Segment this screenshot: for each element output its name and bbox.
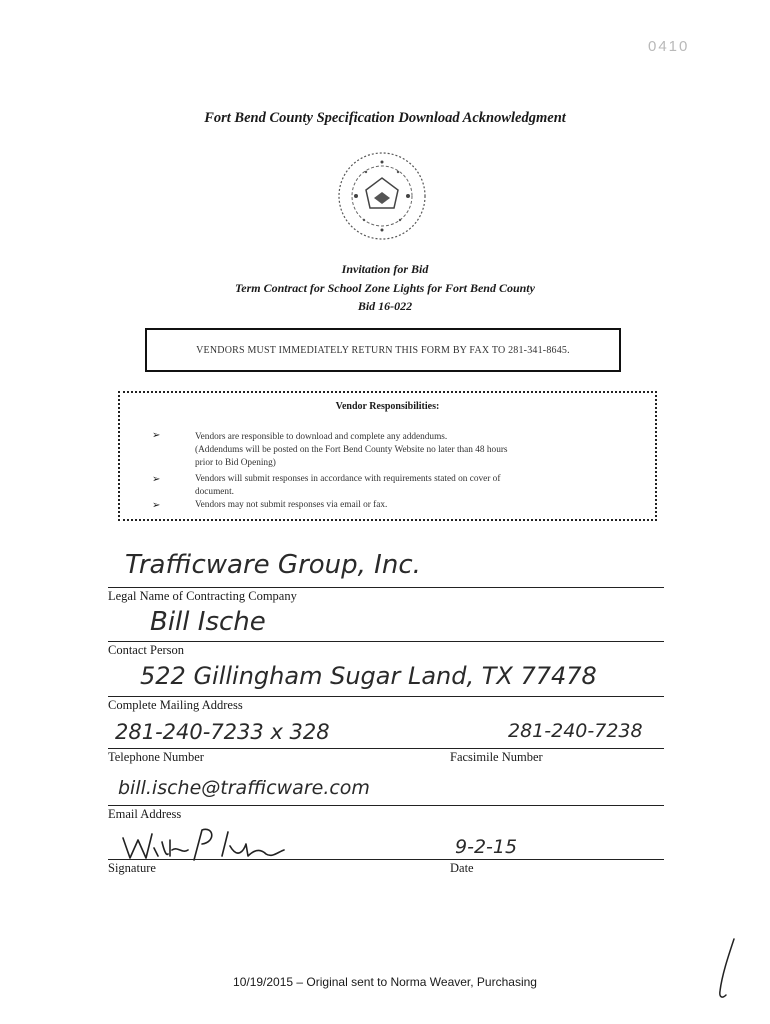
responsibility-line: document. bbox=[195, 487, 234, 497]
company-name-label: Legal Name of Contracting Company bbox=[108, 589, 297, 603]
mailing-address-label: Complete Mailing Address bbox=[108, 698, 243, 712]
responsibility-line: Vendors will submit responses in accordance with requirements stated on cover of bbox=[195, 474, 501, 484]
signature-line bbox=[108, 859, 664, 860]
telephone-label: Telephone Number bbox=[108, 750, 204, 764]
telephone-line bbox=[108, 748, 664, 749]
responsibility-line: Vendors are responsible to download and complete any addendums. bbox=[195, 432, 448, 442]
fax-label: Facsimile Number bbox=[450, 750, 543, 764]
page-number-stamp: 0410 bbox=[648, 38, 690, 55]
document-title: Fort Bend County Specification Download Acknowledgment bbox=[204, 110, 566, 126]
contact-person-line bbox=[108, 641, 664, 642]
company-name-value: Trafficware Group, Inc. bbox=[125, 550, 421, 580]
mailing-address-line bbox=[108, 696, 664, 697]
telephone-value: 281-240-7233 x 328 bbox=[115, 720, 330, 744]
email-label: Email Address bbox=[108, 807, 182, 821]
fax-value: 281-240-7238 bbox=[508, 720, 643, 742]
responsibility-line: (Addendums will be posted on the Fort Bend County Website no later than 48 hours bbox=[195, 445, 508, 455]
vendor-responsibilities-title: Vendor Responsibilities: bbox=[335, 401, 440, 412]
bullet-icon: ➢ bbox=[152, 430, 161, 441]
responsibility-line: Vendors may not submit responses via email or fax. bbox=[195, 500, 388, 510]
company-name-line bbox=[108, 587, 664, 588]
bullet-icon: ➢ bbox=[152, 474, 161, 485]
footer-note: 10/19/2015 – Original sent to Norma Weaver, Purchasing bbox=[233, 975, 537, 989]
invitation-line-3: Bid 16-022 bbox=[357, 299, 413, 313]
date-value: 9-2-15 bbox=[455, 836, 518, 858]
signature-label: Signature bbox=[108, 861, 156, 875]
invitation-line-1: Invitation for Bid bbox=[341, 262, 429, 276]
date-label: Date bbox=[450, 861, 474, 875]
invitation-line-2: Term Contract for School Zone Lights for Fort Bend County bbox=[235, 281, 535, 295]
responsibility-line: prior to Bid Opening) bbox=[195, 458, 276, 468]
fax-notice-text: VENDORS MUST IMMEDIATELY RETURN THIS FORM BY FAX TO 281-341-8645. bbox=[196, 345, 570, 356]
contact-person-label: Contact Person bbox=[108, 643, 185, 657]
email-value: bill.ische@trafficware.com bbox=[118, 777, 370, 799]
county-seal bbox=[336, 150, 428, 242]
contact-person-value: Bill Ische bbox=[150, 607, 266, 637]
mailing-address-value: 522 Gillingham Sugar Land, TX 77478 bbox=[140, 662, 597, 690]
email-line bbox=[108, 805, 664, 806]
bullet-icon: ➢ bbox=[152, 500, 161, 511]
margin-check-mark bbox=[700, 935, 750, 1005]
